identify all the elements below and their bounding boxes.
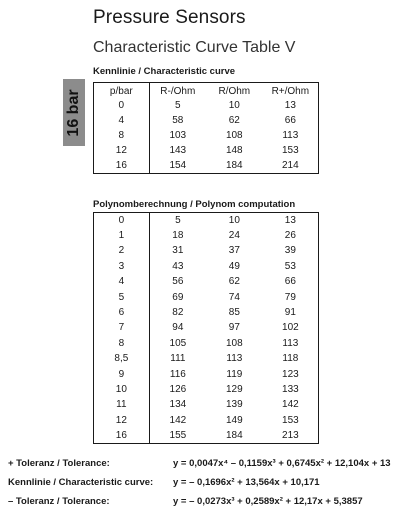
cell-pressure: 10 xyxy=(94,382,150,397)
cell-pressure: 5 xyxy=(94,289,150,304)
cell-r-minus: 5 xyxy=(175,99,181,111)
table-row xyxy=(94,397,319,412)
cell-pressure: 16 xyxy=(94,428,150,443)
table-row xyxy=(94,274,319,289)
table-row xyxy=(94,351,319,366)
cell-r-plus: 213 xyxy=(282,429,299,441)
formula-equation: y = – 0,1696x² + 13,564x + 10,171 xyxy=(173,477,320,488)
cell-r-minus: 94 xyxy=(172,322,184,334)
cell-r-minus: 134 xyxy=(169,399,187,411)
cell-pressure: 9 xyxy=(94,366,150,381)
cell-pressure: 6 xyxy=(94,305,150,320)
cell-r-minus: 31 xyxy=(172,245,184,257)
table-row xyxy=(94,228,319,243)
cell-r-plus: 142 xyxy=(282,399,299,411)
cell-r-plus: 118 xyxy=(282,353,299,365)
cell-r-plus: 79 xyxy=(284,291,296,303)
formula-equation: y = – 0,0273x³ + 0,2589x² + 12,17x + 5,3857 xyxy=(173,496,363,507)
table-row xyxy=(94,366,319,381)
table-row xyxy=(94,382,319,397)
cell-r-minus: 143 xyxy=(169,145,187,157)
cell-r: 148 xyxy=(225,145,243,157)
cell-pressure: 8 xyxy=(94,128,150,143)
cell-r: 108 xyxy=(225,130,243,142)
cell-pressure: 12 xyxy=(94,413,150,428)
cell-pressure: 3 xyxy=(94,259,150,274)
pressure-range-label: 16 bar xyxy=(65,88,82,137)
cell-r: 129 xyxy=(226,383,243,395)
page-title: Pressure Sensors xyxy=(93,7,246,28)
cell-r-minus: 154 xyxy=(169,160,187,172)
cell-r-minus: 43 xyxy=(172,260,184,272)
cell-r-plus: 113 xyxy=(282,337,299,349)
cell-r-plus: 153 xyxy=(282,414,299,426)
cell-pressure: 1 xyxy=(94,228,150,243)
cell-r-minus: 69 xyxy=(172,291,184,303)
cell-r-plus: 102 xyxy=(282,322,299,334)
cell-r-plus: 214 xyxy=(281,160,299,172)
cell-r-plus: 26 xyxy=(284,230,296,242)
column-header-r-plus: R+/Ohm xyxy=(271,85,310,97)
cell-r-minus: 82 xyxy=(172,307,184,319)
cell-pressure: 0 xyxy=(94,213,150,228)
table-row xyxy=(94,305,319,320)
cell-r: 149 xyxy=(226,414,243,426)
cell-r: 37 xyxy=(228,245,240,257)
polynom-table-body xyxy=(94,213,319,444)
page-subtitle: Characteristic Curve Table V xyxy=(93,39,296,56)
cell-r-plus: 123 xyxy=(282,368,299,380)
characteristic-table xyxy=(93,82,319,174)
cell-r: 119 xyxy=(226,368,243,380)
cell-r: 184 xyxy=(225,160,243,172)
cell-r-minus: 142 xyxy=(169,414,187,426)
table-row xyxy=(94,128,319,143)
cell-pressure: 7 xyxy=(94,320,150,335)
cell-r-plus: 66 xyxy=(284,276,296,288)
cell-r-plus: 113 xyxy=(282,130,299,142)
table-row xyxy=(94,259,319,274)
polynom-heading: Polynomberechnung / Polynom computation xyxy=(93,199,296,210)
cell-pressure: 8 xyxy=(94,336,150,351)
cell-r-plus: 153 xyxy=(281,145,299,157)
cell-pressure: 16 xyxy=(94,158,150,173)
table-row xyxy=(94,158,319,173)
cell-pressure: 12 xyxy=(94,143,150,158)
cell-r-plus: 13 xyxy=(284,214,296,226)
table-row xyxy=(94,289,319,304)
column-header-r-minus: R-/Ohm xyxy=(160,85,196,97)
table-row xyxy=(94,113,319,128)
cell-r: 108 xyxy=(226,337,243,349)
table-row xyxy=(94,98,319,113)
table-row xyxy=(94,336,319,351)
cell-r-minus: 5 xyxy=(175,214,181,226)
polynom-table xyxy=(93,212,319,444)
cell-r-plus: 91 xyxy=(284,307,296,319)
cell-r-minus: 18 xyxy=(172,230,184,242)
cell-r-minus: 126 xyxy=(169,383,187,395)
cell-r: 10 xyxy=(228,99,240,111)
cell-r-plus: 66 xyxy=(284,114,296,126)
cell-r: 113 xyxy=(226,353,243,365)
table-row xyxy=(94,413,319,428)
cell-r-minus: 105 xyxy=(169,337,187,349)
cell-r: 24 xyxy=(228,230,240,242)
table-row xyxy=(94,243,319,258)
table-row xyxy=(94,213,319,228)
cell-r-plus: 53 xyxy=(284,260,296,272)
characteristic-table-body xyxy=(94,98,319,174)
column-header-r: R/Ohm xyxy=(218,85,251,97)
cell-r-minus: 56 xyxy=(172,276,184,288)
cell-r-minus: 155 xyxy=(169,429,187,441)
formula-label: – Toleranz / Tolerance: xyxy=(8,496,110,507)
table-header-row xyxy=(94,83,319,98)
cell-pressure: 4 xyxy=(94,274,150,289)
cell-r: 10 xyxy=(228,214,240,226)
cell-r-minus: 116 xyxy=(169,368,186,380)
cell-r: 184 xyxy=(226,429,243,441)
cell-r: 74 xyxy=(228,291,240,303)
table-row xyxy=(94,143,319,158)
cell-r-plus: 13 xyxy=(284,99,296,111)
table-row xyxy=(94,320,319,335)
cell-r-plus: 39 xyxy=(284,245,296,257)
cell-r: 97 xyxy=(228,322,240,334)
table-row xyxy=(94,428,319,443)
cell-r: 139 xyxy=(226,399,243,411)
cell-r: 49 xyxy=(228,260,240,272)
formula-label: Kennlinie / Characteristic curve: xyxy=(8,477,154,488)
column-header-pressure: p/bar xyxy=(94,83,150,98)
cell-pressure: 2 xyxy=(94,243,150,258)
cell-r: 62 xyxy=(228,114,240,126)
cell-pressure: 0 xyxy=(94,98,150,113)
cell-r: 85 xyxy=(228,307,240,319)
cell-r-minus: 111 xyxy=(170,353,186,365)
cell-pressure: 11 xyxy=(94,397,150,412)
formula-equation: y = 0,0047x⁴ – 0,1159x³ + 0,6745x² + 12,104x + 13 xyxy=(173,458,391,469)
cell-r-minus: 58 xyxy=(172,114,184,126)
cell-r: 62 xyxy=(228,276,240,288)
cell-pressure: 8,5 xyxy=(94,351,150,366)
cell-pressure: 4 xyxy=(94,113,150,128)
cell-r-minus: 103 xyxy=(169,130,187,142)
characteristic-heading: Kennlinie / Characteristic curve xyxy=(93,66,236,77)
cell-r-plus: 133 xyxy=(282,383,299,395)
formula-label: + Toleranz / Tolerance: xyxy=(8,458,110,469)
pressure-range-tab xyxy=(63,79,85,146)
